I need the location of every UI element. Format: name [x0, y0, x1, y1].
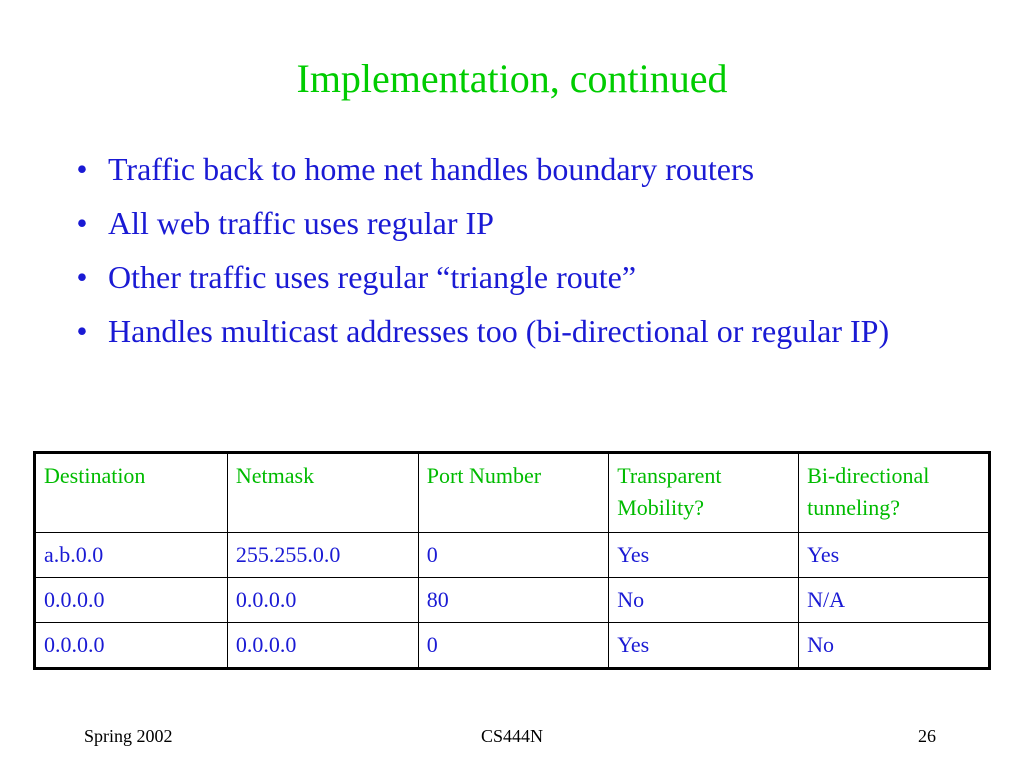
- cell-destination: 0.0.0.0: [35, 578, 228, 623]
- bullet-dot: •: [76, 313, 88, 349]
- bullet-text: Traffic back to home net handles boundary routers: [108, 151, 755, 187]
- footer-course: CS444N: [480, 726, 543, 746]
- table-row: [35, 533, 990, 578]
- bullet-item: [72, 258, 932, 296]
- bullet-text: Other traffic uses regular “triangle route”: [108, 259, 637, 295]
- cell-netmask: 255.255.0.0: [227, 533, 418, 578]
- bullet-dot: •: [76, 205, 88, 241]
- header-netmask: Netmask: [227, 453, 418, 533]
- bullet-item: [72, 150, 932, 188]
- header-port-number: Port Number: [418, 453, 608, 533]
- footer-page-number: 26: [918, 726, 936, 746]
- cell-port-number: 0: [418, 533, 608, 578]
- bullet-list: [72, 150, 932, 366]
- cell-destination: 0.0.0.0: [35, 623, 228, 669]
- cell-netmask: 0.0.0.0: [227, 623, 418, 669]
- cell-bidirectional-tunneling: Yes: [799, 533, 990, 578]
- header-transparent-mobility: Transparent Mobility?: [609, 453, 799, 533]
- cell-bidirectional-tunneling: N/A: [799, 578, 990, 623]
- bullet-text: All web traffic uses regular IP: [108, 205, 494, 241]
- bullet-item: [72, 312, 932, 350]
- cell-netmask: 0.0.0.0: [227, 578, 418, 623]
- cell-port-number: 80: [418, 578, 608, 623]
- bullet-dot: •: [76, 151, 88, 187]
- cell-transparent-mobility: No: [609, 578, 799, 623]
- bullet-dot: •: [76, 259, 88, 295]
- header-bidirectional-tunneling: Bi-directional tunneling?: [799, 453, 990, 533]
- footer-date: Spring 2002: [84, 726, 173, 746]
- table-row: [35, 578, 990, 623]
- bullet-text: Handles multicast addresses too (bi-directional or regular IP): [108, 313, 890, 349]
- slide-title: Implementation, continued: [296, 56, 728, 101]
- bullet-item: [72, 204, 932, 242]
- cell-port-number: 0: [418, 623, 608, 669]
- table-header-row: [35, 453, 990, 533]
- cell-bidirectional-tunneling: No: [799, 623, 990, 669]
- routes-table: [33, 451, 991, 670]
- cell-transparent-mobility: Yes: [609, 623, 799, 669]
- table-row: [35, 623, 990, 669]
- header-destination: Destination: [35, 453, 228, 533]
- cell-destination: a.b.0.0: [35, 533, 228, 578]
- cell-transparent-mobility: Yes: [609, 533, 799, 578]
